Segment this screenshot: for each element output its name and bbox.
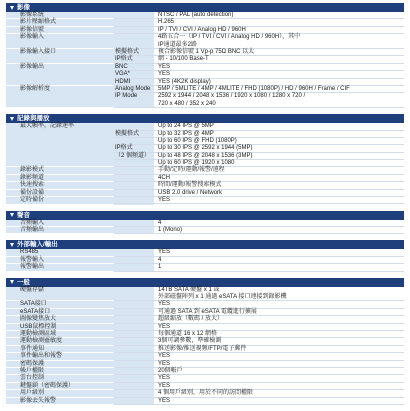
spec-line — [114, 220, 404, 227]
spec-line — [114, 324, 404, 331]
spec-value: 超級縮放（數碼 / 放大） — [158, 316, 224, 323]
section-header — [6, 3, 404, 12]
section-video — [6, 3, 404, 108]
spec-label: 最大幀率，記錄速率 — [6, 123, 114, 167]
spec-label: 影像輸入 — [6, 34, 114, 49]
spec-sublabel: HDMI — [115, 78, 131, 85]
spec-label: 影像輸入接口 — [6, 49, 114, 64]
spec-line — [114, 375, 404, 382]
section-recording-playback — [6, 114, 404, 204]
spec-value: YES — [158, 63, 171, 70]
spec-sublabel: VGA* — [115, 71, 131, 78]
section-header — [6, 211, 404, 220]
spec-value: 2592 x 1944 / 2048 x 1536 / 1920 x 1080 / 1280 x 720 / — [158, 93, 306, 100]
spec-values — [114, 257, 404, 264]
spec-label: 報警輸入 — [6, 257, 114, 264]
spec-values — [114, 249, 404, 256]
spec-values — [114, 353, 404, 360]
spec-value: Up to 60 IPS @ FHD (1080P) — [158, 137, 237, 144]
triangle-down-icon — [10, 6, 14, 10]
spec-label: 影像系統 — [6, 12, 114, 19]
spec-value: Up to 24 IPS @ 5MP — [158, 123, 214, 130]
spec-line — [114, 153, 404, 160]
spec-value: 外部磁盤陣列 x 1 通過 eSATA 接口連接到錄影機 — [158, 293, 287, 300]
section-header — [6, 240, 404, 249]
spec-value: 時間/運動/報警搜索模式 — [158, 182, 222, 189]
spec-row — [6, 123, 404, 167]
spec-line — [114, 227, 404, 234]
spec-row — [6, 316, 404, 323]
spec-line — [114, 34, 404, 41]
spec-values — [114, 19, 404, 26]
spec-row — [6, 190, 404, 197]
spec-values — [114, 338, 404, 345]
triangle-down-icon — [10, 117, 14, 121]
triangle-down-icon — [10, 213, 14, 217]
section-header — [6, 114, 404, 123]
spec-line — [114, 101, 404, 108]
spec-value: 手動/定時/運動/報警/遠程 — [158, 167, 225, 174]
section-header — [6, 278, 404, 287]
spec-value: YES — [158, 353, 171, 360]
spec-line — [114, 361, 404, 368]
spec-label: RS485 — [6, 249, 114, 256]
spec-value: 推送影像/推送視頻/FTP/電子郵件 — [158, 345, 247, 352]
spec-values — [114, 398, 404, 405]
spec-line — [114, 316, 404, 323]
section-title: 外部輸入/輸出 — [17, 241, 58, 249]
spec-line — [114, 294, 404, 301]
spec-sublabel: IP Mode — [115, 93, 138, 100]
spec-row — [6, 375, 404, 382]
spec-label: 雲台控制 — [6, 375, 114, 382]
spec-value: 20個帳戶 — [158, 367, 183, 374]
spec-value: NTSC / PAL (auto detection) — [158, 12, 234, 18]
section-title: 記錄與播放 — [17, 115, 50, 123]
spec-value: YES — [158, 301, 171, 308]
spec-line — [114, 138, 404, 145]
spec-sublabel: IP格式 — [115, 56, 133, 63]
section-title: 影像 — [17, 4, 30, 11]
spec-label: 定時備份 — [6, 197, 114, 204]
spec-value: H.265 — [158, 19, 175, 26]
spec-line — [114, 398, 404, 405]
spec-line — [114, 71, 404, 78]
spec-value: 複合影像信號 1 Vp-p 75Ω BNC 以太 — [158, 49, 255, 55]
spec-line — [114, 368, 404, 375]
spec-values — [114, 316, 404, 323]
spec-label: 密碼保護 — [6, 361, 114, 368]
spec-value: 1 — [158, 264, 162, 271]
spec-values — [114, 390, 404, 397]
spec-value: YES — [158, 375, 171, 382]
spec-values — [114, 12, 404, 19]
spec-row — [6, 338, 404, 345]
spec-value: IP通道最多2路 — [158, 41, 198, 48]
spec-row — [6, 182, 404, 189]
spec-label: 影像丟失報警 — [6, 398, 114, 405]
section-external-io — [6, 240, 404, 271]
spec-value: YES — [158, 397, 171, 404]
spec-label: 運動檢測區域 — [6, 331, 114, 338]
spec-values — [114, 49, 404, 64]
spec-value: 每個通道 16 x 12 網格 — [158, 330, 218, 337]
spec-row — [6, 19, 404, 26]
spec-value: 1 (Mono) — [158, 226, 183, 233]
spec-label: 備份設備 — [6, 190, 114, 197]
spec-item — [114, 93, 404, 108]
spec-value: 可通過 SATA 到 eSATA 電纜進行擴展 — [158, 308, 257, 315]
spec-values — [114, 301, 404, 308]
spec-values — [114, 197, 404, 204]
spec-line — [114, 93, 404, 100]
spec-line — [114, 167, 404, 174]
spec-values — [114, 182, 404, 189]
spec-label: 影片壓縮格式 — [6, 19, 114, 26]
spec-value: Up to 60 IPS @ 1920 x 1080 — [158, 160, 235, 167]
triangle-down-icon — [10, 243, 14, 247]
spec-line — [114, 64, 404, 71]
spec-label: 事件輸出和報警 — [6, 353, 114, 360]
spec-line — [114, 56, 404, 63]
spec-row — [6, 353, 404, 360]
spec-values — [114, 86, 404, 108]
spec-values — [114, 264, 404, 271]
spec-value: 4路五合一（IP / TVI / CVI / Analog HD / 960H），其中 — [158, 34, 301, 41]
spec-label: 鍵盤鎖（密碼保護） — [6, 383, 114, 390]
spec-value: 4 — [158, 256, 162, 263]
section-audio — [6, 211, 404, 235]
spec-label: 錄影頻道 — [6, 175, 114, 182]
spec-item — [114, 287, 404, 302]
spec-values — [114, 123, 404, 167]
section-title: 聲音 — [17, 211, 30, 219]
spec-value: 14TB SATA 硬盤 x 1 或 — [158, 286, 220, 293]
spec-value: 4CH — [158, 174, 171, 181]
spec-row — [6, 264, 404, 271]
spec-row — [6, 197, 404, 204]
spec-line — [114, 42, 404, 49]
spec-sublabel: 模擬格式 — [115, 130, 140, 137]
spec-sublabel: Analog Mode — [115, 85, 151, 92]
spec-line — [114, 353, 404, 360]
spec-label: 運動檢測靈敏度 — [6, 338, 114, 345]
spec-label: 硬盤存儲 — [6, 287, 114, 302]
spec-values — [114, 309, 404, 316]
spec-values — [114, 324, 404, 331]
spec-line — [114, 197, 404, 204]
spec-value: USB 2.0 drive / Network — [158, 189, 223, 196]
spec-row — [6, 34, 404, 49]
spec-values — [114, 287, 404, 302]
spec-line — [114, 145, 404, 152]
spec-values — [114, 368, 404, 375]
spec-value: YES — [158, 249, 171, 256]
spec-label: 音頻輸入 — [6, 220, 114, 227]
spec-line — [114, 287, 404, 294]
spec-label: 圖像變焦放大 — [6, 316, 114, 323]
spec-values — [114, 361, 404, 368]
spec-value: Up to 32 IPS @ 4MP — [158, 130, 214, 137]
section-general — [6, 278, 404, 405]
spec-value: 720 x 480 / 352 x 240 — [158, 100, 216, 107]
spec-label: eSATA接口 — [6, 309, 114, 316]
spec-line — [114, 249, 404, 256]
spec-row — [6, 249, 404, 256]
spec-label: 影像解析度 — [6, 86, 114, 108]
spec-values — [114, 190, 404, 197]
spec-line — [114, 19, 404, 26]
spec-label: 帳戶權限 — [6, 368, 114, 375]
spec-value: 網 - 10/100 Base-T — [158, 56, 209, 63]
spec-row — [6, 287, 404, 302]
spec-sublabel: IP格式 — [115, 145, 133, 152]
spec-label: 用戶級別 — [6, 390, 114, 397]
spec-row — [6, 346, 404, 353]
spec-row — [6, 368, 404, 375]
spec-label: SATA接口 — [6, 301, 114, 308]
spec-row — [6, 167, 404, 174]
spec-value: YES — [158, 382, 171, 389]
spec-value: Up to 30 IPS @ 2592 x 1944 (5MP) — [158, 145, 253, 152]
spec-label: 錄影模式 — [6, 167, 114, 174]
spec-value: YES — [158, 360, 171, 367]
spec-value: YES — [158, 197, 171, 204]
spec-line — [114, 257, 404, 264]
spec-label: 音頻輸出 — [6, 227, 114, 234]
spec-line — [114, 123, 404, 130]
spec-value: 4 個用戶級別，用於不同的訪問權限 — [158, 390, 254, 397]
spec-row — [6, 398, 404, 405]
spec-label: 快速搜索 — [6, 182, 114, 189]
spec-label: 影像信號 — [6, 27, 114, 34]
spec-row — [6, 12, 404, 19]
spec-value: 5MP / 5MLITE / 4MP / 4MLITE / FHD (1080P) / HD / 960H / Frame / CIF — [158, 85, 350, 92]
spec-value: Up to 48 IPS @ 2048 x 1536 (3MP) — [158, 152, 253, 159]
spec-line — [114, 86, 404, 93]
spec-row — [6, 64, 404, 86]
spec-values — [114, 227, 404, 234]
spec-value: 3個可調參數，準確檢測 — [158, 338, 222, 345]
spec-line — [114, 190, 404, 197]
spec-values — [114, 34, 404, 49]
spec-row — [6, 49, 404, 64]
spec-line — [114, 182, 404, 189]
spec-label: 報警輸出 — [6, 264, 114, 271]
spec-row — [6, 227, 404, 234]
spec-values — [114, 375, 404, 382]
spec-line — [114, 346, 404, 353]
spec-sublabel: （2 個頻道） — [115, 152, 151, 159]
spec-line — [114, 79, 404, 86]
spec-row — [6, 324, 404, 331]
spec-label: 事件通知 — [6, 346, 114, 353]
spec-label: 影像輸出 — [6, 64, 114, 86]
spec-line — [114, 309, 404, 316]
spec-values — [114, 220, 404, 227]
spec-values — [114, 167, 404, 174]
spec-item — [114, 34, 404, 49]
spec-row — [6, 220, 404, 227]
spec-line — [114, 301, 404, 308]
spec-values — [114, 346, 404, 353]
spec-value: IP / TVI / CVI / Analog HD / 960H — [158, 26, 246, 33]
spec-sublabel: 模擬格式 — [115, 49, 140, 55]
spec-line — [114, 264, 404, 271]
spec-sheet — [6, 3, 404, 411]
spec-row — [6, 361, 404, 368]
triangle-down-icon — [10, 280, 14, 284]
spec-label: USB鼠標控制 — [6, 324, 114, 331]
spec-row — [6, 86, 404, 108]
spec-line — [114, 131, 404, 138]
spec-line — [114, 338, 404, 345]
spec-line — [114, 390, 404, 397]
section-title: 一般 — [17, 278, 30, 286]
spec-row — [6, 257, 404, 264]
spec-value: 4 — [158, 219, 162, 226]
spec-value: YES — [158, 71, 171, 78]
spec-values — [114, 64, 404, 86]
spec-row — [6, 390, 404, 397]
spec-row — [6, 309, 404, 316]
spec-value: YES — [158, 323, 171, 330]
spec-line — [114, 12, 404, 19]
spec-row — [6, 301, 404, 308]
spec-sublabel: BNC — [115, 63, 128, 70]
spec-value: YES (4K2K display) — [158, 78, 211, 85]
